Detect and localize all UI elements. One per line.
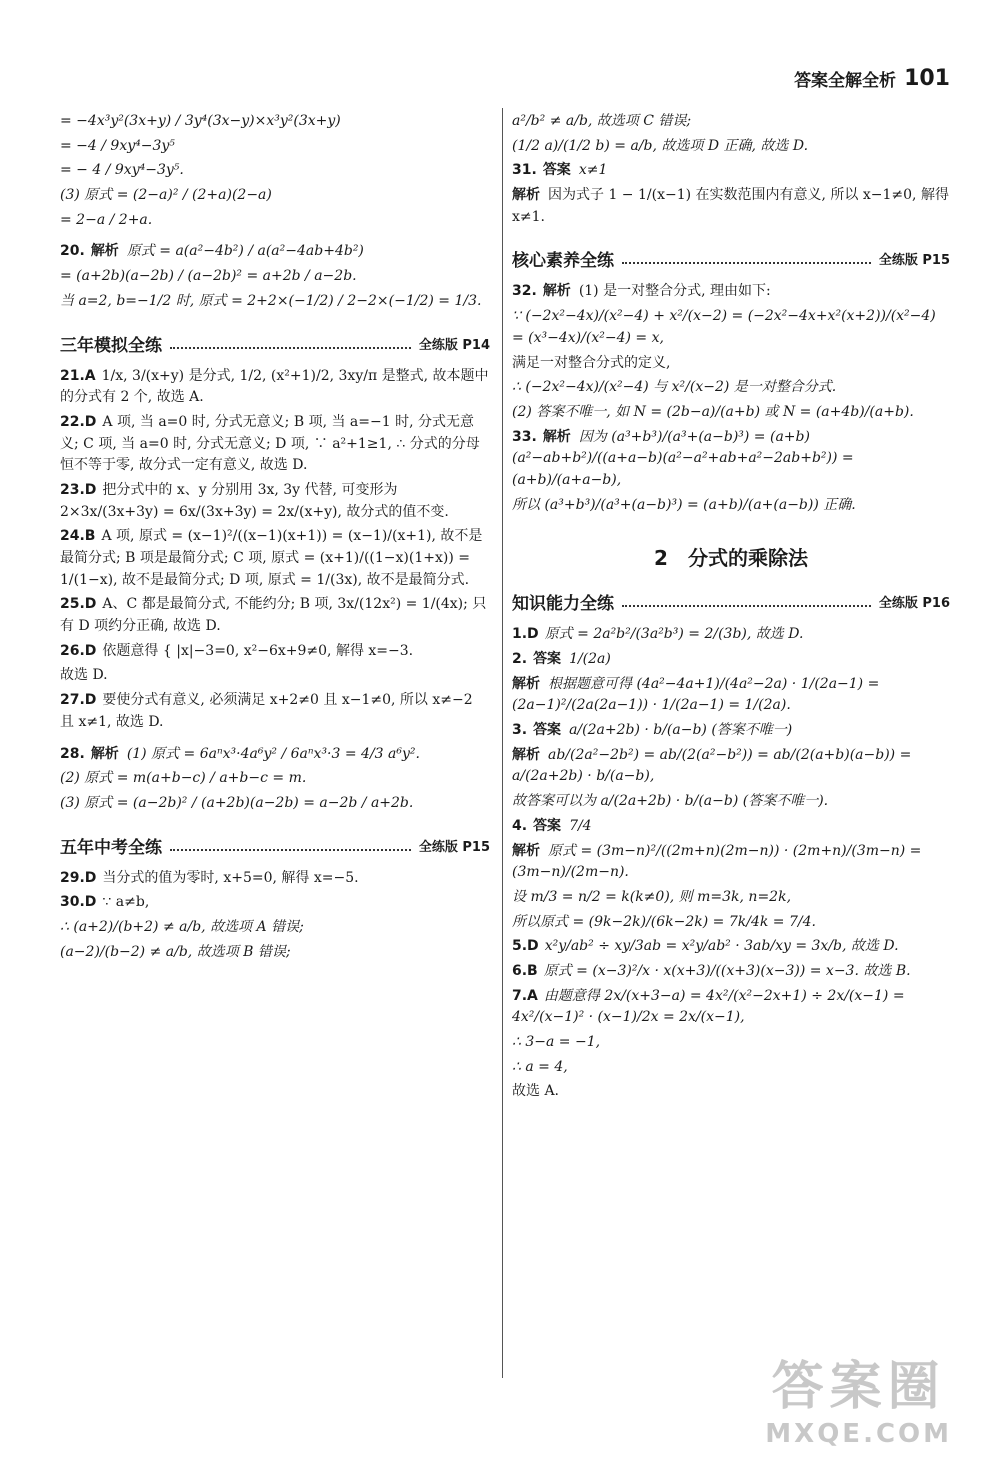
question-27	[60, 690, 490, 733]
answer-text: 1/x, 3/(x+y) 是分式, 1/2, (x²+1)/2, 3xy/π 是整式, 故本题中的分式有 2 个, 故选 A.	[60, 367, 489, 406]
answer-tag: 解析	[90, 745, 119, 762]
text-line: 所以 (a³+b³)/(a³+(a−b)³) = (a+b)/(a+(a−b)) 正确.	[512, 496, 856, 513]
question-22	[60, 412, 490, 477]
question-number: 22.D	[60, 413, 97, 430]
text-line: (2) 原式 = m(a+b−c) / a+b−c = m.	[60, 770, 307, 787]
question-3	[512, 720, 950, 742]
question-number: 33.	[512, 428, 537, 445]
answer-text: 依题意得 { |x|−3=0, x²−6x+9≠0, 解得 x=−3.	[102, 642, 414, 659]
answer-text: 把分式中的 x、y 分别用 3x, 3y 代替, 可变形为 2×3x/(3x+3y) = 6x/(3x+3y) = 2x/(x+y), 故分式的值不变.	[60, 481, 449, 520]
answer-text: a/(2a+2b) · b/(a−b) (答案不唯一)	[569, 722, 793, 739]
answer-tag: 解析	[512, 842, 540, 859]
watermark-url: MXQE.COM	[765, 1419, 952, 1449]
right-column	[512, 108, 950, 1106]
answer-text: (1) 是一对整合分式, 理由如下:	[578, 283, 771, 300]
question-2	[512, 649, 950, 671]
text-line: 设 m/3 = n/2 = k(k≠0), 则 m=3k, n=2k,	[512, 888, 792, 905]
question-4	[512, 816, 950, 838]
answer-text: 原式 = 2a²b²/(3a²b³) = 2/(3b), 故选 D.	[544, 626, 804, 643]
answer-text: 当分式的值为零时, x+5=0, 解得 x=−5.	[102, 869, 359, 886]
dotted-leader	[622, 261, 871, 264]
section-header	[60, 331, 490, 356]
section-ref: 全练版 P16	[878, 596, 950, 612]
section-ref: 全练版 P14	[418, 337, 490, 353]
chapter-title: 2 分式的乘除法	[654, 546, 808, 571]
question-33	[512, 427, 950, 492]
header-title: 答案全解全析	[794, 71, 897, 91]
question-number: 29.D	[60, 869, 97, 886]
question-24	[60, 526, 490, 591]
text-line: 故答案可以为 a/(2a+2b) · b/(a−b) (答案不唯一).	[512, 793, 829, 810]
text-line: = −4 / 9xy⁴−3y⁵	[60, 137, 175, 154]
answer-text: 原式 = (x−3)²/x · x(x+3)/((x+3)(x−3)) = x−3. 故选 B.	[543, 962, 911, 979]
dotted-leader	[170, 346, 411, 349]
answer-tag: 答案	[533, 722, 562, 739]
question-28	[60, 744, 490, 815]
text-line: = − 4 / 9xy⁴−3y⁵.	[60, 162, 184, 179]
answer-tag: 解析	[512, 187, 540, 204]
question-7	[512, 986, 950, 1029]
text-line: (2) 答案不唯一, 如 N = (2b−a)/(a+b) 或 N = (a+4b)/(a+b).	[512, 403, 914, 420]
section-ref: 全练版 P15	[418, 839, 490, 855]
question-26	[60, 641, 490, 663]
text-line: (1/2 a)/(1/2 b) = a/b, 故选项 D 正确, 故选 D.	[512, 137, 809, 154]
text-line: 满足一对整合分式的定义,	[512, 354, 671, 371]
question-number: 1.D	[512, 626, 539, 643]
text-line: ∵ (−2x²−4x)/(x²−4) + x²/(x−2) = (−2x²−4x+x²(x+2))/(x²−4) = (x³−4x)/(x²−4) = x,	[512, 308, 936, 346]
answer-text: ab/(2a²−2b²) = ab/(2(a²−b²)) = ab/(2(a+b)(a−b)) = a/(2a+2b) · b/(a−b),	[512, 746, 912, 785]
question-32	[512, 281, 950, 303]
section-title: 知识能力全练	[512, 594, 614, 615]
question-30	[60, 892, 490, 914]
answer-text: ∵ a≠b,	[102, 894, 150, 911]
text-line: 原式 = a(a²−4b²) / a(a²−4ab+4b²)	[126, 243, 364, 260]
question-number: 23.D	[60, 481, 97, 498]
question-number: 27.D	[60, 692, 97, 709]
column-divider	[502, 108, 503, 1378]
answer-text: 7/4	[569, 817, 592, 834]
answer-text: x≠1	[578, 162, 608, 179]
question-23	[60, 480, 490, 523]
question-29	[60, 868, 490, 890]
page-number: 101	[904, 66, 950, 91]
answer-text: x²y/ab² ÷ xy/3ab = x²y/ab² · 3ab/xy = 3x/b, 故选 D.	[544, 938, 899, 955]
answer-tag: 解析	[90, 243, 119, 260]
answer-text: 要使分式有意义, 必须满足 x+2≠0 且 x−1≠0, 所以 x≠−2 且 x≠1, 故选 D.	[60, 692, 473, 730]
text-line: = 2−a / 2+a.	[60, 211, 153, 228]
question-25	[60, 594, 490, 637]
answer-tag: 答案	[533, 651, 562, 667]
text-line: 故选 D.	[60, 667, 108, 684]
question-number: 20.	[60, 243, 85, 260]
dotted-leader	[170, 848, 411, 851]
answer-tag: 解析	[512, 746, 540, 763]
section-ref: 全练版 P15	[878, 253, 950, 269]
answer-tag: 答案	[533, 817, 562, 834]
text-line: 所以原式 = (9k−2k)/(6k−2k) = 7k/4k = 7/4.	[512, 913, 816, 930]
question-number: 28.	[60, 745, 85, 762]
answer-text: 1/(2a)	[569, 651, 611, 667]
answer-text: 因为 (a³+b³)/(a³+(a−b)³) = (a+b)(a²−ab+b²)/((a+a−b)(a²−a²+ab+a²−2ab+b²)) = (a+b)/(a+a−b),	[512, 428, 854, 488]
answer-tag: 解析	[542, 283, 571, 300]
answer-tag: 解析	[512, 675, 540, 692]
answer-text: 因为式子 1 − 1/(x−1) 在实数范围内有意义, 所以 x−1≠0, 解得 x≠1.	[512, 187, 949, 225]
text-line: ∴ (−2x²−4x)/(x²−4) 与 x²/(x−2) 是一对整合分式.	[512, 379, 837, 396]
text-line: (3) 原式 = (2−a)² / (2+a)(2−a)	[60, 187, 272, 204]
text-line: (a−2)/(b−2) ≠ a/b, 故选项 B 错误;	[60, 943, 291, 960]
question-number: 31.	[512, 162, 537, 179]
question-number: 5.D	[512, 938, 539, 955]
answer-text: A 项, 原式 = (x−1)²/((x−1)(x+1)) = (x−1)/(x+1), 故不是最简分式; B 项是最简分式; C 项, 原式 = (x+1)/((1−x)(1+x)) = 1/(1−x), 故不是最简分式; D 项, 原式 = 1/(3x), 故不是最简分式.	[60, 528, 483, 588]
question-number: 21.A	[60, 367, 96, 384]
question-number: 25.D	[60, 596, 97, 613]
question-1	[512, 624, 950, 646]
question-5	[512, 936, 950, 958]
dotted-leader	[622, 604, 871, 607]
question-number: 2.	[512, 651, 528, 667]
text-line: ∴ (a+2)/(b+2) ≠ a/b, 故选项 A 错误;	[60, 918, 304, 935]
section-title: 五年中考全练	[60, 837, 162, 858]
question-number: 30.D	[60, 894, 97, 911]
answer-text: 原式 = (3m−n)²/((2m+n)(2m−n)) · (2m+n)/(3m−n) = (3m−n)/(2m−n).	[512, 842, 922, 881]
text-line: 当 a=2, b=−1/2 时, 原式 = 2+2×(−1/2) / 2−2×(−1/2) = 1/3.	[60, 292, 482, 309]
left-column	[60, 108, 490, 966]
answer-tag: 答案	[542, 162, 571, 179]
section-header	[512, 246, 950, 271]
question-31	[512, 160, 950, 182]
answer-tag: 解析	[542, 428, 571, 445]
question-6	[512, 961, 950, 983]
section-title: 核心素养全练	[512, 251, 614, 272]
section-header	[512, 589, 950, 614]
section-title: 三年模拟全练	[60, 335, 162, 356]
text-line: (3) 原式 = (a−2b)² / (a+2b)(a−2b) = a−2b / a+2b.	[60, 794, 414, 811]
question-number: 7.A	[512, 987, 538, 1004]
text-line: a²/b² ≠ a/b, 故选项 C 错误;	[512, 113, 692, 129]
page-header	[794, 66, 950, 91]
text-line: ∴ 3−a = −1,	[512, 1034, 601, 1050]
watermark-text: 答案圈	[771, 1357, 946, 1417]
text-line: ∴ a = 4,	[512, 1058, 568, 1075]
watermark-logo	[765, 1344, 952, 1449]
answer-text: A 项, 当 a=0 时, 分式无意义; B 项, 当 a=−1 时, 分式无意义; C 项, 当 a=0 时, 分式无意义; D 项, ∵ a²+1≥1, ∴ 分式的分母恒不等于零, 故分式一定有意义, 故选 D.	[60, 413, 480, 474]
text-line: = −4x³y²(3x+y) / 3y⁴(3x−y)×x³y²(3x+y)	[60, 113, 341, 129]
answer-text: 根据题意可得 (4a²−4a+1)/(4a²−2a) · 1/(2a−1) = (2a−1)²/(2a(2a−1)) · 1/(2a−1) = 1/(2a).	[512, 675, 880, 714]
answer-text: 由题意得 2x/(x+3−a) = 4x²/(x²−2x+1) ÷ 2x/(x−1) = 4x²/(x−1)² · (x−1)/2x = 2x/(x−1),	[512, 987, 905, 1026]
question-number: 6.B	[512, 962, 538, 979]
question-21	[60, 366, 490, 409]
question-number: 4.	[512, 817, 528, 834]
text-line: = (a+2b)(a−2b) / (a−2b)² = a+2b / a−2b.	[60, 268, 357, 285]
question-20	[60, 241, 490, 312]
question-number: 3.	[512, 722, 528, 739]
text-line: 故选 A.	[512, 1083, 560, 1100]
question-number: 24.B	[60, 528, 96, 545]
answer-text: A、C 都是最简分式, 不能约分; B 项, 3x/(12x²) = 1/(4x); 只有 D 项约分正确, 故选 D.	[60, 596, 487, 635]
question-number: 32.	[512, 283, 537, 300]
text-line: (1) 原式 = 6aⁿx³·4a⁶y² / 6aⁿx³·3 = 4/3 a⁶y².	[126, 745, 420, 762]
section-header	[60, 833, 490, 858]
question-number: 26.D	[60, 642, 97, 659]
